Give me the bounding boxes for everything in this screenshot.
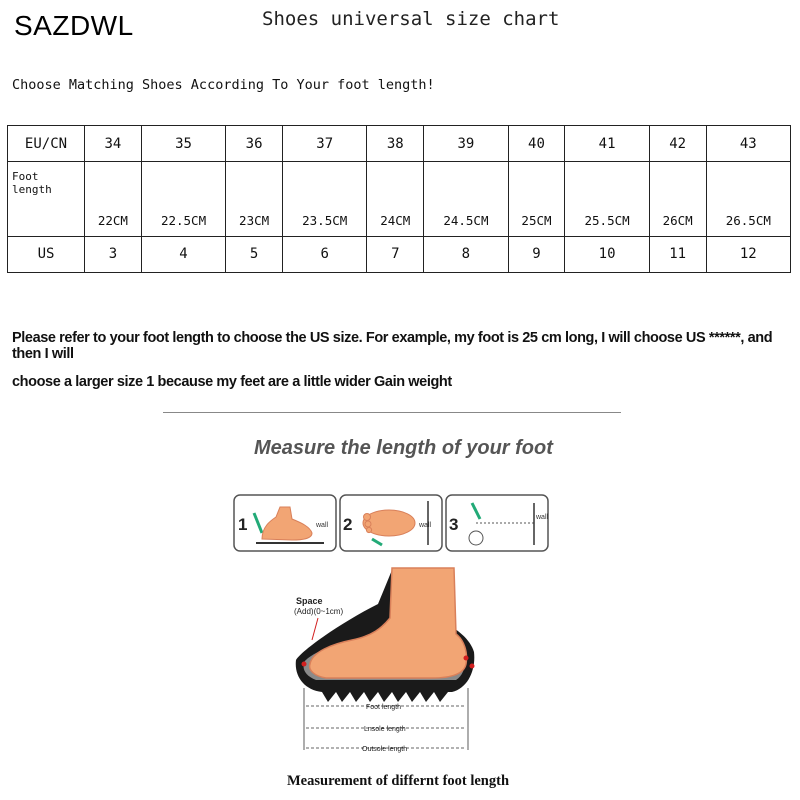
us-cell: 4: [141, 236, 225, 272]
divider: [163, 412, 621, 413]
toe-marker: [302, 662, 307, 667]
foot-length-cell: 24.5CM: [424, 162, 508, 237]
size-note-line-1: Please refer to your foot length to choose the US size. For example, my foot is 25 cm long, I will choose US ******, and then I will: [12, 330, 773, 362]
foot-length-cell: 22CM: [85, 162, 142, 237]
eu-cell: 40: [508, 126, 565, 162]
us-cell: 6: [283, 236, 367, 272]
space-range-label: (Add)(0~1cm): [294, 607, 344, 616]
outsole-length-label: Outsole length: [362, 746, 408, 753]
us-cell: 8: [424, 236, 508, 272]
space-pointer: [312, 618, 318, 640]
step-3-number: 3: [449, 515, 459, 534]
table-row-foot-length: [8, 162, 791, 237]
row-header-eu: EU/CN: [8, 126, 85, 162]
shoe-tread: [322, 692, 448, 702]
row-header-foot-length: Foot length: [8, 162, 85, 237]
page-title: Shoes universal size chart: [262, 8, 560, 30]
heel-marker: [470, 664, 475, 669]
step-2-number: 2: [343, 515, 353, 534]
row-header-us: US: [8, 236, 85, 272]
insole-length-label: Lnsole length: [364, 726, 406, 733]
step-1-number: 1: [238, 515, 248, 534]
us-cell: 5: [226, 236, 283, 272]
foot-length-cell: 22.5CM: [141, 162, 225, 237]
diagram-caption: Measurement of differnt foot length: [287, 773, 510, 789]
step-3-wall-label: wall: [536, 514, 549, 521]
heel-marker: [464, 656, 469, 661]
size-table: [7, 125, 791, 273]
us-cell: 12: [706, 236, 790, 272]
space-label: Space: [296, 596, 323, 606]
step-2-panel: [340, 495, 442, 551]
eu-cell: 42: [649, 126, 706, 162]
measure-title: Measure the length of your foot: [254, 437, 553, 459]
foot-length-cell: 23CM: [226, 162, 283, 237]
step-1-wall-label: wall: [316, 522, 329, 529]
foot-length-cell: 23.5CM: [283, 162, 367, 237]
table-row-eu: [8, 126, 791, 162]
us-cell: 10: [565, 236, 649, 272]
brand-logo: SAZDWL: [14, 10, 134, 41]
foot-length-cell: 26CM: [649, 162, 706, 237]
foot-length-label: Foot length: [366, 704, 402, 711]
table-row-us: [8, 236, 791, 272]
eu-cell: 36: [226, 126, 283, 162]
eu-cell: 41: [565, 126, 649, 162]
us-cell: 3: [85, 236, 142, 272]
size-note-line-2: choose a larger size 1 because my feet are a little wider Gain weight: [12, 374, 452, 390]
measure-circle-icon: [469, 531, 483, 545]
eu-cell: 43: [706, 126, 790, 162]
us-cell: 11: [649, 236, 706, 272]
us-cell: 7: [367, 236, 424, 272]
measuring-steps: [232, 493, 552, 555]
intro-text: Choose Matching Shoes According To Your foot length!: [12, 77, 435, 93]
shoe-measurement-diagram: [282, 560, 502, 760]
step-1-panel: [234, 495, 336, 551]
eu-cell: 37: [283, 126, 367, 162]
eu-cell: 38: [367, 126, 424, 162]
us-cell: 9: [508, 236, 565, 272]
step-3-panel: [446, 495, 549, 551]
eu-cell: 35: [141, 126, 225, 162]
eu-cell: 34: [85, 126, 142, 162]
foot-length-cell: 24CM: [367, 162, 424, 237]
eu-cell: 39: [424, 126, 508, 162]
foot-length-cell: 26.5CM: [706, 162, 790, 237]
foot-length-cell: 25CM: [508, 162, 565, 237]
foot-length-cell: 25.5CM: [565, 162, 649, 237]
step-2-wall-label: wall: [419, 522, 432, 529]
